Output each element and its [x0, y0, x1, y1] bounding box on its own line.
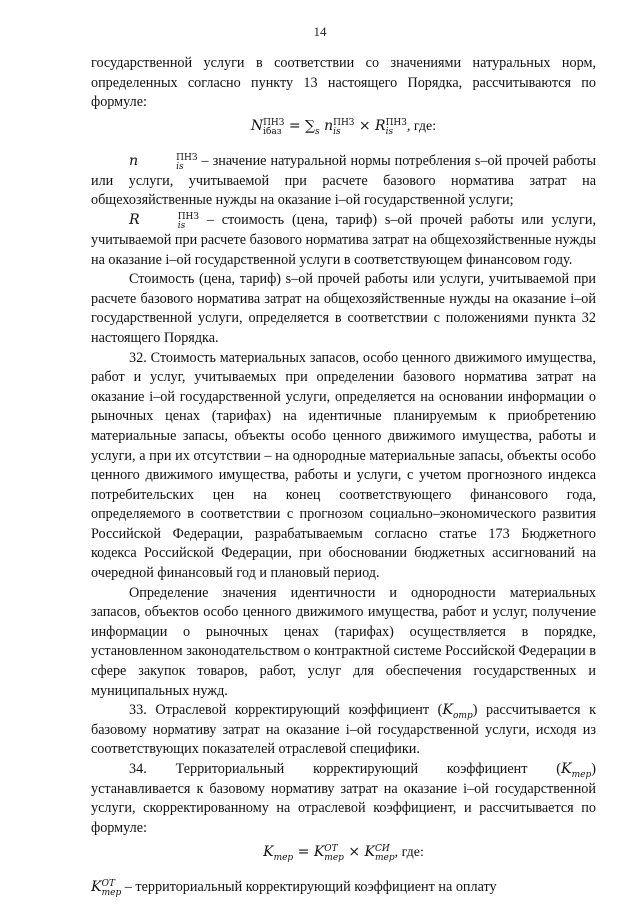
- definition-symbol: n: [129, 152, 139, 169]
- definition-subscript: is: [177, 220, 186, 231]
- definition-superscript: ПНЗ: [176, 152, 198, 163]
- paragraph-text: 33. Отраслевой корректирующий коэффициент (: [129, 702, 443, 719]
- definition-symbol: K: [91, 879, 102, 896]
- paragraph-text: ) устанавливается к базовому нормативу затрат на оказание i–ой государственной услуги, скорректированному на отраслевой коэффициент, и рассчитывается по формуле:: [91, 761, 596, 836]
- formula-tail: , где:: [394, 845, 424, 861]
- definition-superscript: ОТ: [101, 879, 115, 890]
- page-number: 14: [313, 24, 327, 39]
- formula-equals-sum: = ∑: [284, 117, 315, 134]
- definition-r: [91, 211, 596, 270]
- formula-tail: , где:: [406, 118, 437, 134]
- formula-subscript: тер: [273, 853, 294, 864]
- definition-subscript: тер: [101, 888, 122, 899]
- formula-superscript: ПНЗ: [333, 117, 355, 128]
- formula-times: × K: [343, 844, 375, 861]
- formula-symbol: N: [250, 117, 264, 134]
- definition-text: – стоимость (цена, тариф) s–ой прочей работы или услуги, учитываемой при расчете базового норматива затрат на общехозяйственные нужды на оказание i–ой государственной услуги в соответствующем финансовом году.: [91, 211, 596, 268]
- formula-subscript: is: [333, 126, 341, 137]
- definition-text: – территориальный корректирующий коэффициент на оплату: [121, 879, 497, 896]
- paragraph-intro: государственной услуги в соответствии со значениями натуральных норм, определенных согласно пункту 13 настоящего Порядка, рассчитываются по формуле:: [91, 55, 596, 111]
- formula-superscript: ПНЗ: [385, 117, 407, 128]
- definition-symbol: R: [129, 211, 140, 228]
- formula-superscript: ОТ: [324, 844, 338, 855]
- formula-equals: = K: [293, 844, 325, 861]
- inline-subscript: тер: [571, 769, 592, 780]
- paragraph-33: [91, 701, 596, 760]
- formula-superscript: СИ: [375, 844, 390, 855]
- definition-k-ot: [91, 878, 596, 898]
- formula-sum-index: s: [315, 126, 320, 137]
- formula-symbol: K: [263, 844, 274, 861]
- definition-text: – значение натуральной нормы потребления s–ой прочей работы или услуги, учитываемой при расчете базового норматива затрат на общехозяйственные нужды на оказание i–ой государственной услуги;: [91, 152, 596, 209]
- formula-superscript: ПНЗ: [263, 117, 285, 128]
- formula-subscript: тер: [324, 853, 344, 864]
- formula-n-base: [91, 114, 596, 139]
- paragraph-34: [91, 760, 596, 838]
- formula-subscript: тер: [375, 853, 395, 864]
- paragraph-text: 34. Территориальный корректирующий коэффициент (: [129, 761, 562, 777]
- formula-k-ter: [91, 840, 596, 865]
- paragraph-text: ) рассчитывается к базовому нормативу затрат на оказание i–ой государственной услуги, исходя из соответствующих показателей отраслевой специфики.: [91, 702, 596, 758]
- paragraph-identity: Определение значения идентичности и однородности материальных запасов, объектов особо ценного движимого имущества, работ и услуг, получение информации о рыночных ценах (тарифах) осуществляется в порядке, установленном законодательством о контрактной системе Российской Федерации в сфере закупок товаров, работ, услуг для обеспечения государственных и муниципальных нужд.: [91, 584, 596, 699]
- formula-subscript: iбаз: [263, 126, 282, 137]
- definition-n: [91, 152, 596, 211]
- definition-superscript: ПНЗ: [177, 211, 199, 222]
- inline-subscript: отр: [453, 711, 473, 722]
- formula-symbol: n: [319, 117, 334, 134]
- inline-symbol: K: [561, 761, 572, 777]
- formula-times: × R: [354, 117, 386, 134]
- paragraph-cost: Стоимость (цена, тариф) s–ой прочей работы или услуги, учитываемой при расчете базового норматива затрат на общехозяйственные нужды на оказание i–ой государственной услуги, определяется в соответствии с положениями пункта 32 настоящего Порядка.: [91, 271, 596, 346]
- document-body: [91, 54, 596, 898]
- definition-subscript: is: [176, 161, 184, 172]
- formula-subscript: is: [385, 126, 394, 137]
- inline-symbol: K: [442, 702, 453, 719]
- paragraph-32: 32. Стоимость материальных запасов, особо ценного движимого имущества, работ и услуг, учитываемых при определении базового норматива затрат на оказание i–ой государственной услуги, определяется на основании информации о рыночных ценах (тарифах) на идентичные планируемым к приобретению материальные запасы, объекты особо ценного движимого имущества, работы и услуги, а при их отсутствии – на однородные материальные запасы, объекты особо ценного движимого имущества, работы и услуги, с учетом прогнозного индекса потребительских цен на конец соответствующего финансового года, определяемого в соответствии с прогнозом социально–экономического развития Российской Федерации, разрабатываемым согласно статье 173 Бюджетного кодекса Российской Федерации, при обосновании бюджетных ассигнований на очередной финансовый год и плановый период.: [91, 349, 596, 582]
